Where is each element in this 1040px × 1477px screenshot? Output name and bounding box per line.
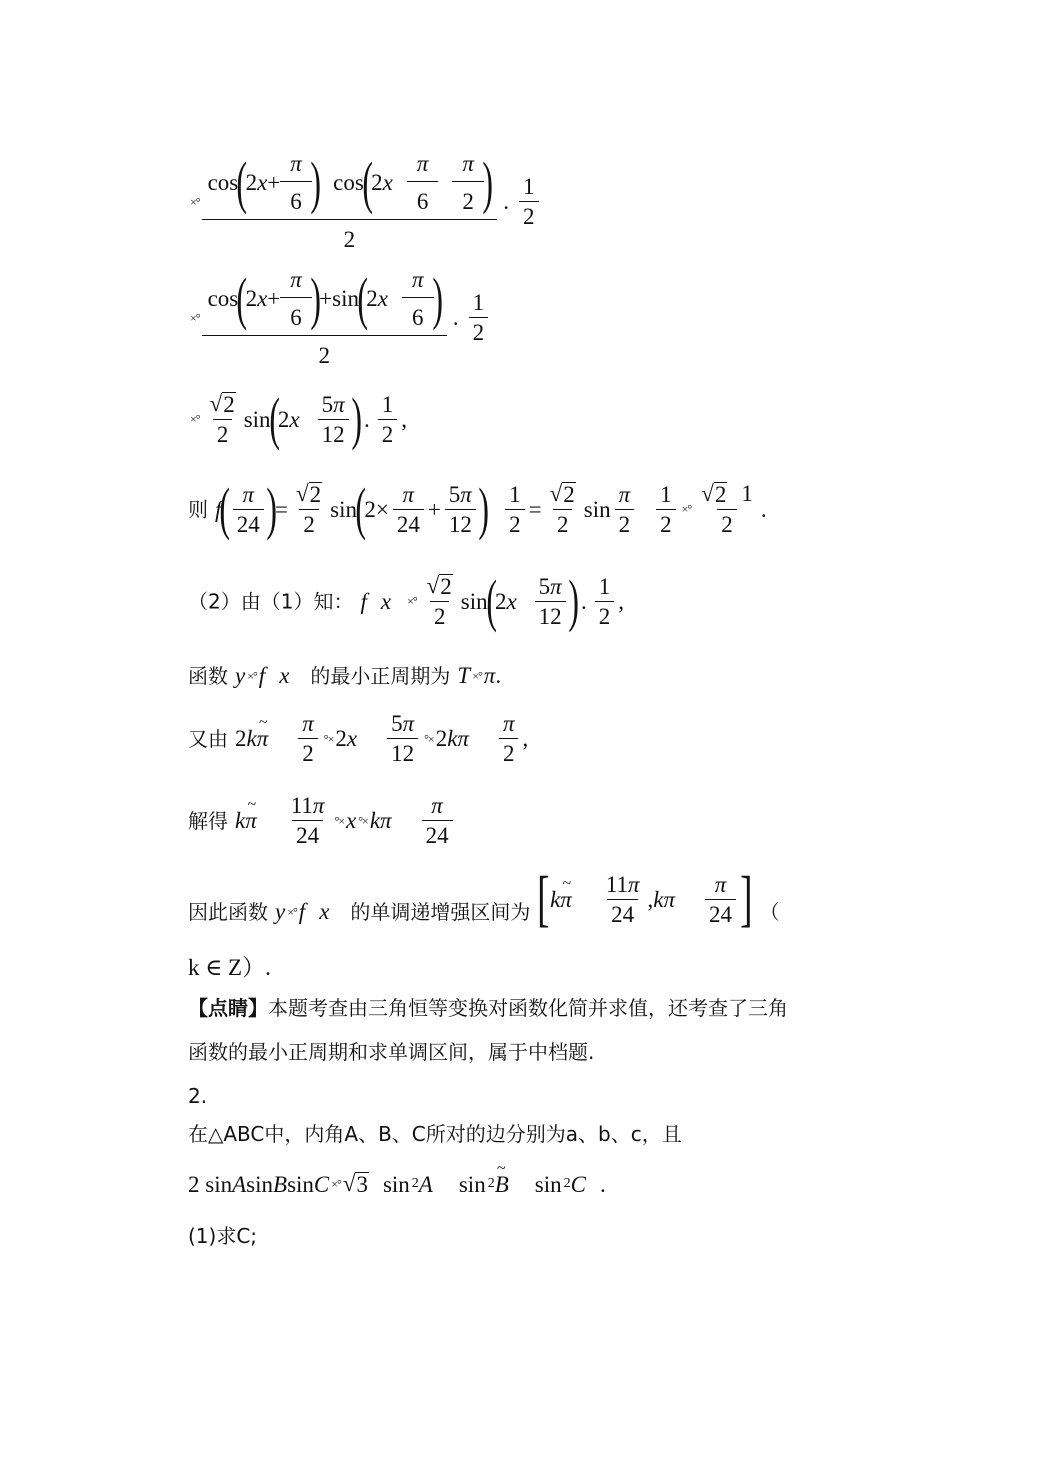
garbled-symbol: ×°: [190, 194, 200, 209]
equation-line-3: ×° √ 2 2 sin ( 2 x $\frac{5\pi}{12}$ ) . $\frac{1}{2}$ ,: [190, 386, 407, 451]
question-part-1: (1)求C;: [188, 1224, 258, 1248]
equation-line-5: （2）由（1）知： f x ×° √ 2 2 sin ( 2 x $\frac{5\pi}{12}$ ) . $\frac{1}{2}$ ,: [188, 568, 625, 633]
comment-line-1: 【点睛】本题考查由三角恒等变换对函数化简并求值，还考查了三角: [188, 996, 788, 1020]
question-text-2: 2 sin A sin B sin C ×° √ 3 sin 2 A sin 2 ~ B sin 2 C .: [188, 1172, 606, 1197]
text-line-10: k ∈ Z）.: [188, 955, 271, 980]
equation-line-2: ×° cos ( 2 x + $\frac{\pi}{6}$ ) +sin ( 2 x $\frac{\pi}{6}$ ) 2 . $\frac{1}{2}$: [188, 268, 492, 367]
text-line-9: 因此函数 y ×° f x 的单调递增强区间为 [ k ~ π $\frac{11\pi}{24}$ , k π $\frac{\pi}{24}$ ] （: [188, 868, 780, 930]
equation-line-1: ×° cos ( 2 x + $\frac{\pi}{6}$ ) cos ( 2 x $\frac{\pi}{6}$ $\frac{\pi}{2}$ ) 2 . $\frac{1}{2}$: [188, 152, 543, 251]
fraction: cos ( 2 x + $\frac{\pi}{6}$ ) cos ( 2 x $\frac{\pi}{6}$ $\frac{\pi}{2}$ ) 2: [202, 152, 498, 251]
garbled-symbol: ×°: [190, 310, 200, 325]
comment-line-2: 函数的最小正周期和求单调区间，属于中档题.: [188, 1040, 595, 1064]
equation-line-8: 解得 k ~ π $\frac{11\pi}{24}$ °× x °× k π $\frac{\pi}{24}$: [188, 794, 457, 847]
fraction: cos ( 2 x + $\frac{\pi}{6}$ ) +sin ( 2 x $\frac{\pi}{6}$ ) 2: [202, 268, 447, 367]
question-text-1: 在△ABC中，内角A、B、C所对的边分别为a、b、c，且: [188, 1122, 682, 1146]
equation-line-4: 则 f ( $\frac{\pi}{24}$ ) = √ 2 2 sin ( 2× $\frac{\pi}{24}$ + $\frac{5\pi}{12}$ ) $\frac{1}{2}$ = √ 2 2 sin $\frac{\pi}{2}$ $\frac{1}{2}$ ×° √ 2 1 2 .: [188, 476, 767, 541]
text-line-6: 函数 y ×° f x 的最小正周期为 T ×° π .: [188, 663, 502, 688]
equation-line-7: 又由 2 k ~ π $\frac{\pi}{2}$ °× 2 x $\frac{5\pi}{12}$ °× 2 k π $\frac{\pi}{2}$ ,: [188, 712, 528, 765]
question-number: 2.: [188, 1084, 208, 1108]
